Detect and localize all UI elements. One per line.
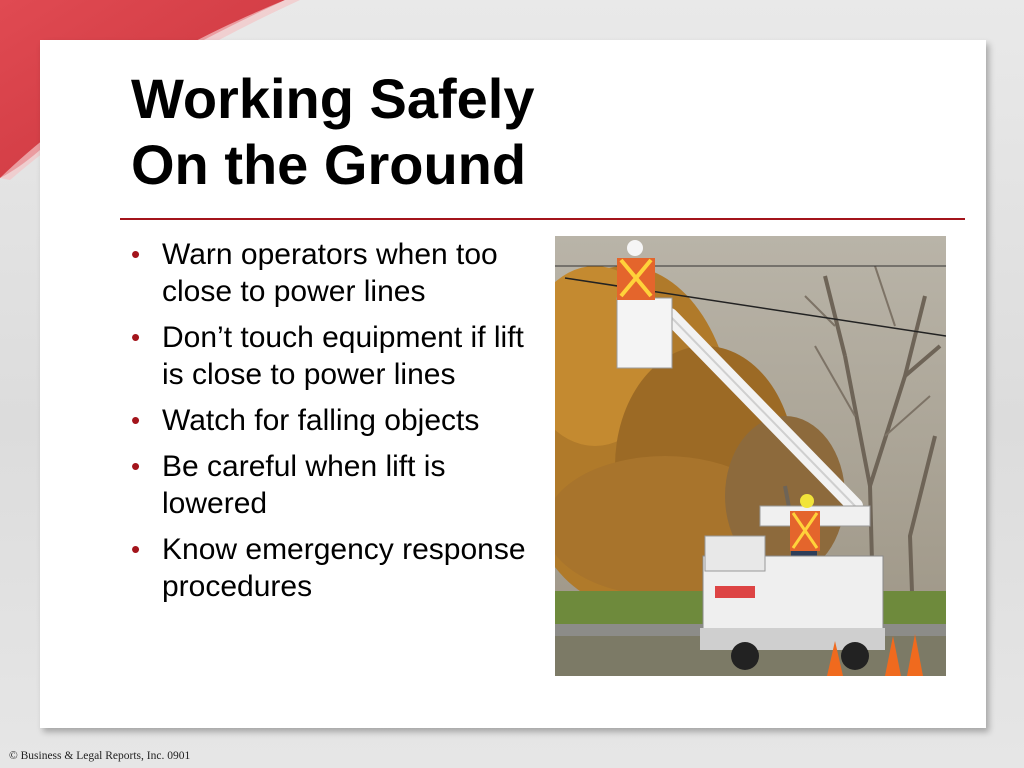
bullet-item — [131, 236, 531, 310]
bullet-text: Be careful when lift is lowered — [162, 450, 446, 520]
bucket-truck-photo — [555, 236, 946, 676]
bullet-item — [131, 402, 531, 439]
bullet-list — [131, 236, 531, 614]
bullet-text: Watch for falling objects — [162, 404, 480, 437]
title-line-1: Working Safely — [131, 67, 535, 130]
bullet-text: Don’t touch equipment if lift is close to power lines — [162, 321, 524, 391]
bullet-dot: • — [131, 239, 141, 269]
bullet-item — [131, 319, 531, 393]
bullet-item — [131, 531, 531, 605]
title-line-2: On the Ground — [131, 133, 527, 196]
bullet-text: Know emergency response procedures — [162, 533, 526, 603]
title-divider — [120, 218, 965, 220]
bullet-dot: • — [131, 534, 141, 564]
bullet-dot: • — [131, 405, 141, 435]
bullet-text: Warn operators when too close to power lines — [162, 238, 498, 308]
bullet-dot: • — [131, 451, 141, 481]
slide-title — [131, 66, 691, 198]
copyright-footer: © Business & Legal Reports, Inc. 0901 — [9, 750, 191, 762]
photo-illustration — [555, 236, 946, 676]
bullet-item — [131, 448, 531, 522]
bullet-dot: • — [131, 322, 141, 352]
